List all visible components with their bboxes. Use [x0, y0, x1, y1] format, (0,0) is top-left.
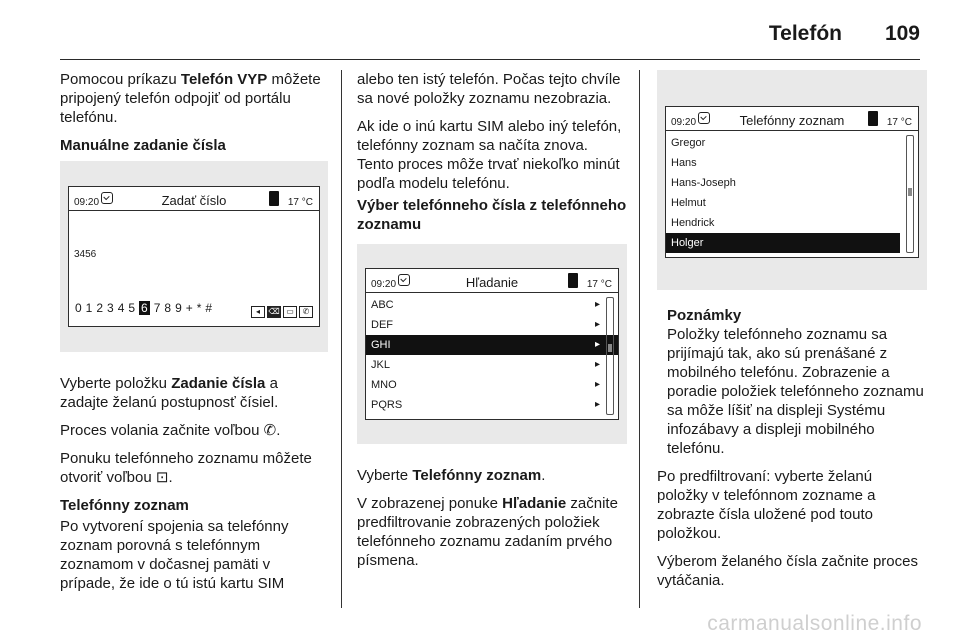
page-header — [60, 16, 920, 60]
paragraph-open-phonebook: Ponuku telefónneho zoznamu môžete otvoriť voľbou ⊡. — [60, 450, 312, 486]
phonebook-screen-figure — [657, 70, 927, 290]
screen-title: Zadať číslo — [161, 193, 227, 208]
status-time: 09:20 — [371, 279, 397, 290]
dial-screen — [68, 186, 320, 327]
column-1 — [60, 70, 328, 602]
page-number: 109 — [884, 22, 920, 45]
paragraph-search: V zobrazenej ponuke Hľadanie začnite predfiltrovanie zobrazených položiek telefónneho zoznamu zadaním prvého písmena. — [357, 495, 618, 569]
dial-body — [69, 211, 319, 326]
digit-row[interactable] — [75, 299, 216, 318]
handset-icon: ✆ — [263, 422, 277, 439]
list-item[interactable]: Hendrick — [671, 217, 715, 229]
speaker-icon[interactable]: ◂ — [251, 306, 265, 318]
paragraph-continue: alebo ten istý telefón. Počas tejto chvíle sa nové položky zoznamu nezobrazia. — [357, 71, 621, 107]
column-divider-2 — [639, 70, 640, 608]
phone-icon — [868, 111, 878, 126]
digits-before[interactable]: 012345 — [75, 301, 140, 315]
screen-title: Telefónny zoznam — [739, 113, 845, 128]
phonebook-symbol-icon: ⊡ — [155, 469, 169, 486]
chevron-right-icon: ▸ — [594, 359, 600, 370]
chevron-right-icon: ▸ — [594, 399, 600, 410]
list-item[interactable]: Helmut — [671, 197, 706, 209]
list-item[interactable]: ABC ▸ — [366, 295, 618, 315]
paragraph-select-entry: Vyberte položku Zadanie čísla a zadajte želanú postupnosť čísiel. — [60, 375, 279, 411]
phonebook-list — [666, 131, 918, 257]
heading-manual-entry: Manuálne zadanie čísla — [60, 137, 226, 154]
paragraph-select-phonebook: Vyberte Telefónny zoznam. — [357, 467, 546, 484]
scrollbar[interactable] — [606, 297, 614, 415]
list-item[interactable]: JKL ▸ — [366, 355, 618, 375]
phonebook-screen — [665, 106, 919, 258]
heading-select-number: Výber telefónneho čísla z telefónneho zoznamu — [357, 197, 627, 233]
chevron-right-icon: ▸ — [594, 339, 600, 350]
search-list — [366, 293, 618, 419]
list-item-selected[interactable]: Holger — [666, 233, 900, 253]
backspace-icon[interactable]: ⌫ — [268, 307, 280, 316]
list-item[interactable]: Hans — [671, 157, 697, 169]
paragraph-other-sim: Ak ide o inú kartu SIM alebo iný telefón, telefónny zoznam sa načíta znova. Tento proces môže trvať niekoľko minút podľa modelu telefónu. — [357, 118, 622, 192]
column-2 — [357, 70, 627, 579]
entered-number: 3456 — [74, 249, 97, 260]
digits-after[interactable]: 789+*# — [153, 301, 217, 315]
list-item[interactable]: Gregor — [671, 137, 706, 149]
screen-title: Hľadanie — [465, 275, 519, 290]
list-item[interactable]: DEF ▸ — [366, 315, 618, 335]
column-divider-1 — [341, 70, 342, 608]
paragraph-start-call: Proces volania začnite voľbou ✆. — [60, 422, 281, 439]
list-item[interactable]: PQRS ▸ — [366, 395, 618, 415]
list-item[interactable]: MNO ▸ — [366, 375, 618, 395]
status-bar — [69, 187, 319, 211]
watermark: carmanualsonline.info — [707, 612, 922, 635]
heading-phonebook: Telefónny zoznam — [60, 497, 189, 514]
status-temperature: 17 °C — [287, 197, 313, 208]
status-temperature: 17 °C — [886, 117, 912, 128]
note-box — [657, 306, 927, 458]
dial-screen-figure — [60, 161, 328, 352]
status-time: 09:20 — [74, 197, 100, 208]
status-temperature: 17 °C — [586, 279, 612, 290]
phonebook-icon[interactable]: ▭ — [283, 306, 297, 318]
scrollbar[interactable] — [906, 135, 914, 253]
note-text: Položky telefónneho zoznamu sa prijímajú tak, ako sú prenášané z mobilného telefónu. Zobrazenie a poradie položiek telefónneho zoznamu sa môže líšiť na displeji Systému infozábavy a displeji mobilného telefónu. — [667, 326, 924, 457]
phone-icon — [269, 191, 279, 206]
note-title: Poznámky — [667, 307, 742, 324]
phone-icon — [568, 273, 578, 288]
paragraph-disconnect: Pomocou príkazu Telefón VYP môžete pripojený telefón odpojiť od portálu telefónu. — [60, 71, 321, 126]
chevron-right-icon: ▸ — [594, 379, 600, 390]
digit-selected[interactable]: 6 — [141, 301, 148, 315]
paragraph-dial: Výberom želaného čísla začnite proces vytáčania. — [657, 553, 918, 589]
column-3 — [657, 70, 927, 599]
paragraph-phonebook-sync: Po vytvorení spojenia sa telefónny zoznam porovná s telefónnym zoznamom v dočasnej pamäti v prípade, že ide o tú istú kartu SIM — [60, 518, 289, 592]
chevron-right-icon: ▸ — [594, 319, 600, 330]
status-bar — [366, 269, 618, 293]
list-item-selected[interactable]: GHI ▸ — [366, 335, 618, 355]
search-screen-figure — [357, 244, 627, 444]
status-bar — [666, 107, 918, 131]
search-screen — [365, 268, 619, 420]
chevron-right-icon: ▸ — [594, 299, 600, 310]
status-time: 09:20 — [671, 117, 697, 128]
dial-icons — [251, 306, 313, 318]
list-item[interactable]: Hans-Joseph — [671, 177, 736, 189]
call-icon[interactable]: ✆ — [299, 306, 313, 318]
paragraph-after-filter: Po predfiltrovaní: vyberte želanú položky v telefónnom zozname a zobrazte čísla uložené pod touto položkou. — [657, 468, 876, 542]
page-title: Telefón — [768, 22, 842, 45]
